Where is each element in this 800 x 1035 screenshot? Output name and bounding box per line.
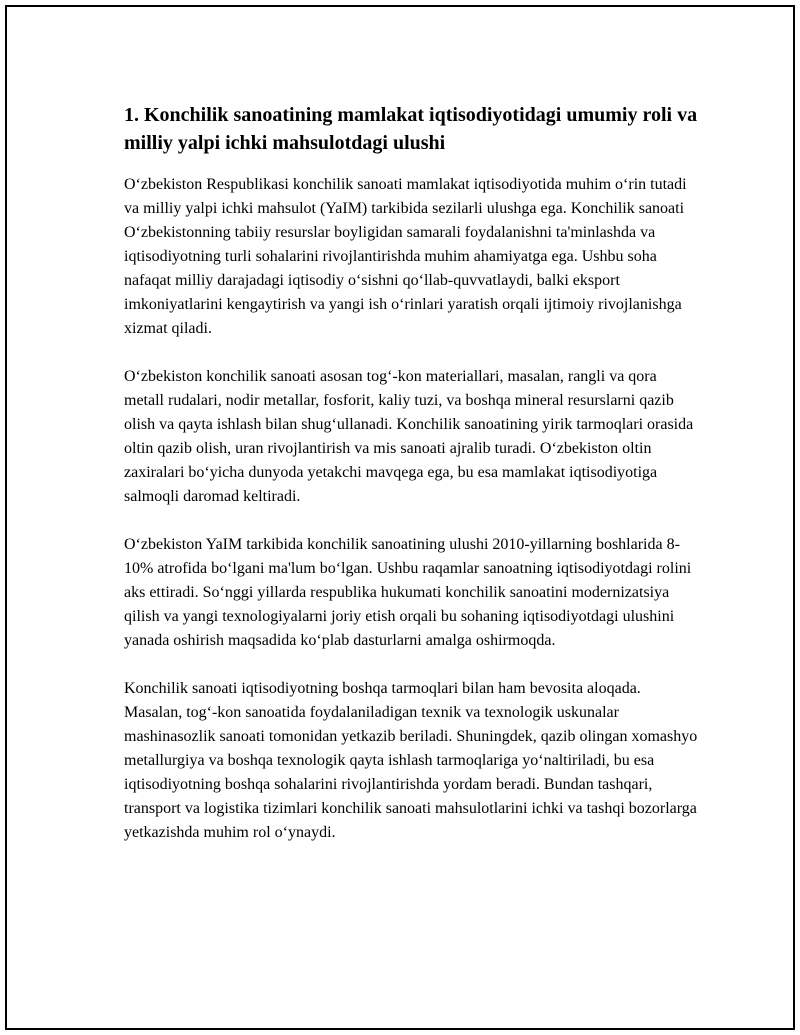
document-body <box>124 101 698 869</box>
paragraph-3: O‘zbekiston YaIM tarkibida konchilik sanoatining ulushi 2010-yillarning boshlarida 8-10% atrofida bo‘lgani ma'lum bo‘lgan. Ushbu raqamlar sanoatning iqtisodiyotdagi rolini aks ettiradi. So‘nggi yillarda respublika hukumati konchilik sanoatini modernizatsiya qilish va yangi texnologiyalarni joriy etish orqali bu sohaning iqtisodiyotdagi ulushini yanada oshirish maqsadida ko‘plab dasturlarni amalga oshirmoqda. <box>124 536 692 649</box>
paragraph-4: Konchilik sanoati iqtisodiyotning boshqa tarmoqlari bilan ham bevosita aloqada. Masalan, tog‘-kon sanoatida foydalaniladigan texnik va texnologik uskunalar mashinasozlik sanoati tomonidan yetkazib beriladi. Shuningdek, qazib olingan xomashyo metallurgiya va boshqa texnologik qayta ishlash tarmoqlariga yo‘naltiriladi, bu esa iqtisodiyotning boshqa sohalarini rivojlantirishda yordam beradi. Bundan tashqari, transport va logistika tizimlari konchilik sanoati mahsulotlarini ichki va tashqi bozorlarga yetkazishda muhim rol o‘ynaydi. <box>124 680 698 841</box>
section-title: 1. Konchilik sanoatining mamlakat iqtisodiyotidagi umumiy roli va milliy yalpi ichki mahsulotdagi ulushi <box>124 104 698 154</box>
page-frame <box>5 5 795 1030</box>
paragraph-2: O‘zbekiston konchilik sanoati asosan tog‘-kon materiallari, masalan, rangli va qora metall rudalari, nodir metallar, fosforit, kaliy tuzi, va boshqa mineral resurslarni qazib olish va qayta ishlash bilan shug‘ullanadi. Konchilik sanoatining yirik tarmoqlari orasida oltin qazib olish, uran rivojlantirish va mis sanoati ajralib turadi. O‘zbekiston oltin zaxiralari bo‘yicha dunyoda yetakchi mavqega ega, bu esa mamlakat iqtisodiyotiga salmoqli daromad keltiradi. <box>124 368 694 505</box>
paragraph-1: O‘zbekiston Respublikasi konchilik sanoati mamlakat iqtisodiyotida muhim o‘rin tutadi va milliy yalpi ichki mahsulot (YaIM) tarkibida sezilarli ulushga ega. Konchilik sanoati O‘zbekistonning tabiiy resurslar boyligidan samarali foydalanishni ta'minlashda va iqtisodiyotning turli sohalarini rivojlantirishda muhim ahamiyatga ega. Ushbu soha nafaqat milliy darajadagi iqtisodiy o‘sishni qo‘llab-quvvatlaydi, balki eksport imkoniyatlarini kengaytirish va yangi ish o‘rinlari yaratish orqali ijtimoiy rivojlanishga xizmat qiladi. <box>124 176 687 337</box>
